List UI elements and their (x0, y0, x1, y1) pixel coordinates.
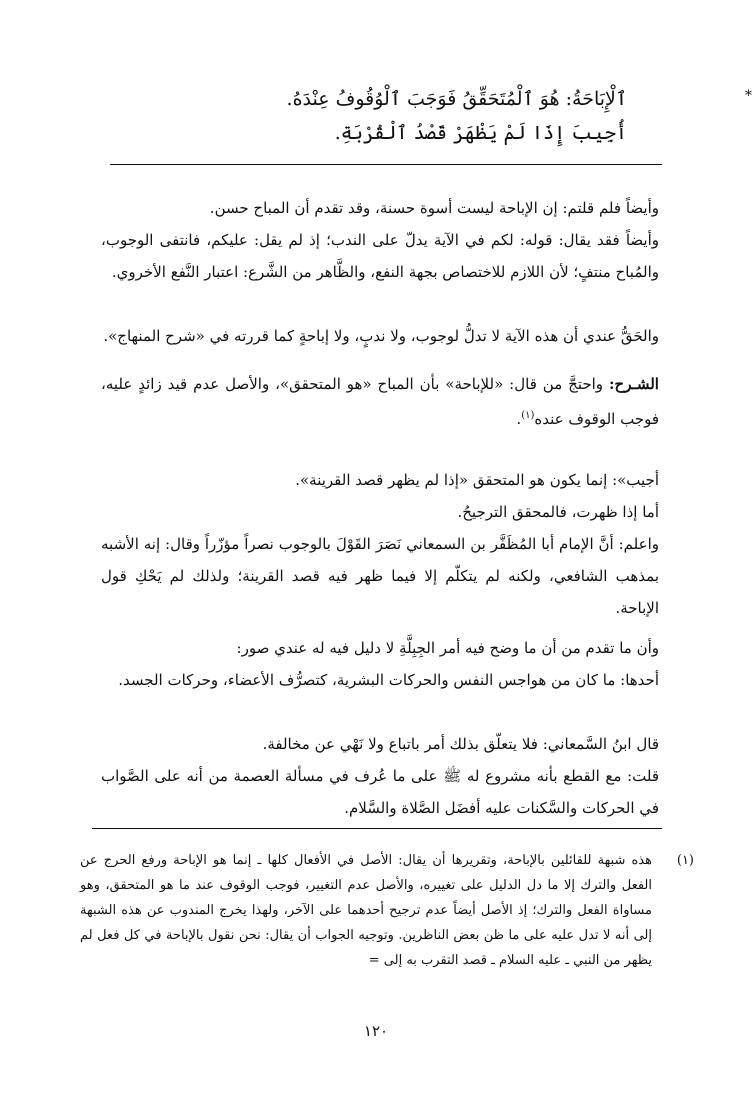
sharh-label: الشـرح: (608, 375, 659, 393)
paragraph-8: وأن ما تقدم من أن ما وضح فيه أمر الجِبِلَّةِ لا دليل فيه له عندي صور: (236, 639, 659, 657)
paragraph-6: أما إذا ظهرت، فالمحقق الترجيحُ. (457, 503, 659, 521)
paragraph-10: قال ابنُ السَّمعاني: فلا يتعلّق بذلك أمر باتباع ولا نَهْي عن مخالفة. (262, 735, 659, 753)
verse-divider (110, 164, 662, 165)
footnote-ref[interactable]: (١) (521, 410, 535, 421)
paragraph-1: وأيضاً فلم قلتم: إن الإباحة ليست أسوة حسنة، وقد تقدم أن المباح حسن. (209, 199, 659, 217)
verse-line-2: أُجِيبَ إِذَا لَمْ يَظْهَرْ قَصْدُ ٱلْقُرْبَةِ. (334, 122, 627, 144)
paragraph-7: واعلم: أنَّ الإمام أبا المُظَفَّر بن السمعاني نَصَرَ القَوْلَ بالوجوب نصراً مؤزّراً وقال: إنه الأشبه بمذهب الشافعي، ولكنه لم يتكلّم إلا فيما ظهر فيه قصد القرينة؛ ولذلك لم يَحْكِ قول الإباحة. (101, 535, 659, 617)
paragraph-4-text: واحتجَّ من قال: «للإباحة» بأن المباح «هو المتحقق»، والأصل عدم قيد زائدٍ عليه، فوجب الوقوف عنده (101, 375, 659, 428)
paragraph-4 (101, 368, 659, 435)
margin-asterisk: * (745, 88, 752, 104)
paragraph-4-end: . (516, 410, 522, 428)
paragraph-3: والحَقُّ عندي أن هذه الآية لا تدلُّ لوجوب، ولا ندبٍ، ولا إباحةٍ كما قررته في «شرح المنهاج». (103, 327, 659, 345)
paragraph-9: أحدها: ما كان من هواجس النفس والحركات البشرية، كتصرُّف الأعضاء، وحركات الجسد. (118, 671, 659, 689)
paragraph-2: وأيضاً فقد يقال: قوله: لكم في الآية يدلّ على الندب؛ إذ لم يقل: عليكم، فانتفى الوجوب، والمُباح منتفٍ؛ لأن اللازم للاختصاص بجهة النفع، والظَّاهر من الشَّرع: اعتبار النَّفع الأخروي. (101, 231, 659, 281)
paragraph-11: قلت: مع القطع بأنه مشروع له ﷺ على ما عُرف في مسألة العصمة من أنه على الصَّواب في الحركات والسَّكنات عليه أفضَل الصَّلاة والسَّلام. (101, 767, 659, 817)
footnote-number: (١) (676, 853, 694, 868)
footnote (80, 848, 694, 973)
footnote-text: هذه شبهة للقائلين بالإباحة، وتقريرها أن يقال: الأصل في الأفعال كلها ـ إنما هو الإباحة ورفع الحرج عن الفعل والترك إلا ما دل الدليل على تغييره، والأصل عدم التغيير، فوجب الوقوف عند ما هو المتحقق، وهو مساواة الفعل والترك؛ إذ الأصل أيضاً عدم ترجيح أحدهما على الآخر، ولهذا يخرج المندوب عن هذه الشبهة إلى أنه لا تدل عليه على ما ظن بعض الناظرين. وتوجيه الجواب أن يقال: نحن نقول بالإباحة في كل فعل لم يظهر من النبي ـ عليه السلام ـ قصد التقرب به إلى = (80, 853, 652, 968)
verse-line-1: ٱلْإِبَاحَةُ: هُوَ ٱلْمُتَحَقِّقُ فَوَجَبَ ٱلْوُقُوفُ عِنْدَهُ. (286, 88, 627, 110)
paragraph-5: أجيب»: إنما يكون هو المتحقق «إذا لم يظهر قصد القرينة». (295, 471, 659, 489)
footnote-divider (92, 828, 662, 829)
page-number: ١٢٠ (363, 1022, 389, 1040)
